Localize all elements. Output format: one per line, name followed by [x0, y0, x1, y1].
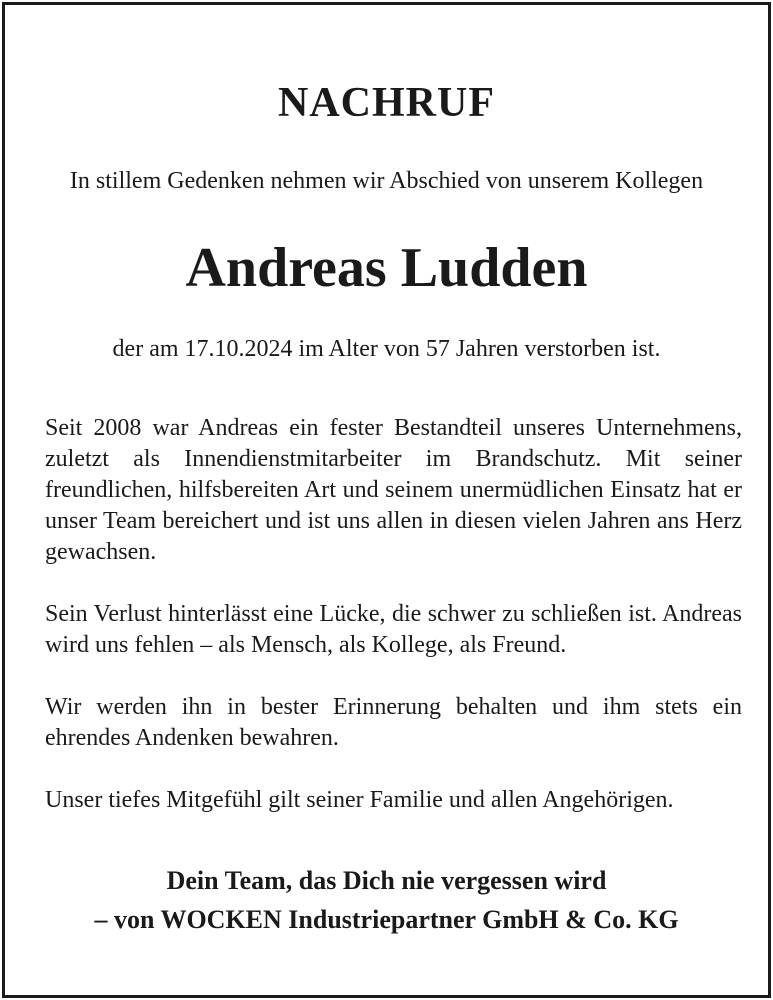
intro-line: In stillem Gedenken nehmen wir Abschied von unserem Kollegen — [69, 168, 704, 194]
paragraph-loss: Sein Verlust hinterlässt eine Lücke, die schwer zu schließen ist. Andreas wird uns fehlen – als Mensch, als Kollege, als Freund. — [45, 601, 742, 658]
paragraph-memory: Wir werden ihn in bester Erinnerung behalten und ihm stets ein ehrendes Andenken bewahren. — [45, 694, 742, 751]
obituary-frame — [2, 2, 771, 998]
deceased-name: Andreas Ludden — [185, 237, 588, 299]
closing-line-team: Dein Team, das Dich nie vergessen wird — [166, 866, 607, 895]
paragraph-career: Seit 2008 war Andreas ein fester Bestandteil unseres Unternehmens, zuletzt als Innendienstmitarbeiter im Brandschutz. Mit seiner freundlichen, hilfsbereiten Art und seinem unermüdlichen Einsatz hat er unser Team bereichert und ist uns allen in diesen vielen Jahren ans Herz gewachsen. — [45, 415, 742, 565]
notice-title: NACHRUF — [278, 80, 495, 126]
paragraph-condolences: Unser tiefes Mitgefühl gilt seiner Familie und allen Angehörigen. — [45, 787, 674, 813]
closing-line-company: – von WOCKEN Industriepartner GmbH & Co. KG — [94, 905, 679, 934]
obituary-body — [45, 413, 742, 847]
closing-signature — [5, 861, 768, 939]
death-date-line: der am 17.10.2024 im Alter von 57 Jahren verstorben ist. — [112, 336, 661, 362]
